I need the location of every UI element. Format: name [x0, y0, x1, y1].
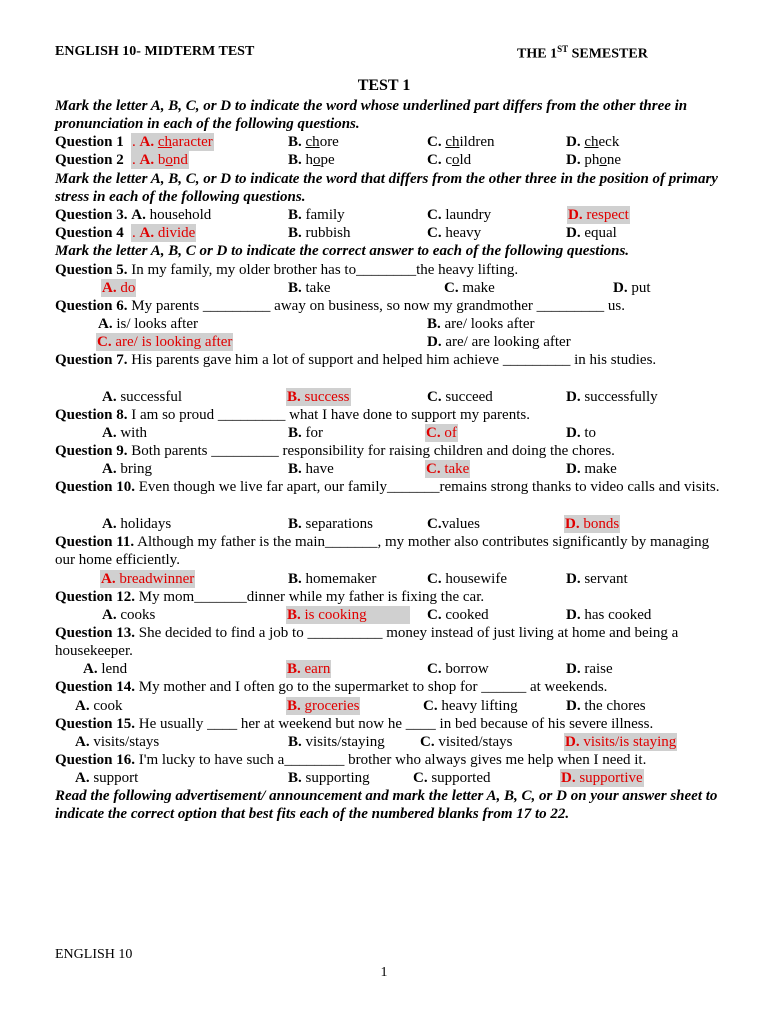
option-b-selected[interactable]: B. is cooking: [286, 606, 410, 624]
option-c[interactable]: C. make: [444, 280, 495, 296]
option-b-selected[interactable]: B. groceries: [287, 698, 360, 714]
option-c-selected[interactable]: C. of: [426, 425, 457, 441]
header-right: THE 1ST SEMESTER: [517, 44, 648, 62]
option-c[interactable]: C. succeed: [427, 389, 493, 405]
option-c[interactable]: C. supported: [413, 770, 491, 786]
question-stem: Question 5. In my family, my older brother has to________the heavy lifting.: [55, 262, 519, 278]
header-left: ENGLISH 10- MIDTERM TEST: [55, 44, 255, 59]
question-line: Question 3. A. household: [55, 207, 212, 223]
option-b[interactable]: B. chore: [288, 134, 339, 150]
question-label: Question 1: [55, 134, 124, 150]
instruction-reading: Read the following advertisement/ announcement and mark the letter A, B, C, or D on your answer sheet to indicate the correct option that best fits each of the numbered blanks from 17 to 22.: [55, 788, 718, 822]
option-a-selected[interactable]: A. do: [102, 280, 136, 296]
option-d[interactable]: D. phone: [566, 152, 622, 168]
option-a[interactable]: A. lend: [83, 661, 128, 677]
option-c[interactable]: C. laundry: [427, 207, 492, 223]
question-stem: Question 11. Although my father is the main_______, my mother also contributes significantly by managing our home efficiently.: [55, 534, 710, 568]
option-a[interactable]: A. cook: [75, 698, 123, 714]
option-c[interactable]: C. children: [427, 134, 495, 150]
instruction-stress: Mark the letter A, B, C, or D to indicate the word that differs from the other three in the position of primary stress in each of the following questions.: [55, 171, 718, 205]
option-c[interactable]: C. cooked: [427, 607, 489, 623]
option-a[interactable]: A. bring: [102, 461, 153, 477]
option-a[interactable]: A. with: [102, 425, 148, 441]
option-d[interactable]: D. raise: [566, 661, 613, 677]
option-b[interactable]: B. have: [288, 461, 334, 477]
option-d[interactable]: D. put: [613, 280, 651, 296]
question-stem: Question 14. My mother and I often go to the supermarket to shop for ______ at weekends.: [55, 679, 608, 695]
page-title: TEST 1: [357, 77, 411, 94]
question-label: Question 4: [55, 225, 124, 241]
option-b[interactable]: B. for: [288, 425, 324, 441]
option-c[interactable]: C.values: [427, 516, 480, 532]
option-c[interactable]: C. housewife: [427, 571, 507, 587]
option-d[interactable]: D. make: [566, 461, 617, 477]
question-stem: Question 15. He usually ____ her at weekend but now he ____ in bed because of his severe illness.: [55, 716, 654, 732]
option-c[interactable]: C. heavy lifting: [423, 698, 518, 714]
option-b[interactable]: B. are/ looks after: [427, 316, 535, 332]
option-b[interactable]: B. hope: [288, 152, 335, 168]
question-stem: Question 7. His parents gave him a lot of support and helped him achieve _________ in his studies.: [55, 352, 657, 368]
question-stem: Question 13. She decided to find a job to __________ money instead of just living at home and being a housekeeper.: [55, 625, 679, 659]
option-d[interactable]: D. the chores: [566, 698, 646, 714]
option-a-selected[interactable]: . A. character: [132, 134, 213, 150]
option-d[interactable]: D. are/ are looking after: [427, 334, 571, 350]
option-a[interactable]: A. visits/stays: [75, 734, 160, 750]
option-b-selected[interactable]: B. earn: [287, 661, 331, 677]
option-d-selected[interactable]: D. visits/is staying: [565, 734, 677, 750]
question-stem: Question 8. I am so proud _________ what I have done to support my parents.: [55, 407, 530, 423]
option-a-selected[interactable]: A. breadwinner: [101, 571, 195, 587]
option-c[interactable]: C. visited/stays: [420, 734, 513, 750]
footer-text: ENGLISH 10: [55, 947, 133, 962]
option-a-selected[interactable]: . A. bond: [132, 152, 188, 168]
option-b[interactable]: B. supporting: [288, 770, 370, 786]
option-c-selected[interactable]: C. take: [426, 461, 470, 477]
question-stem: Question 16. I'm lucky to have such a________ brother who always gives me help when I need it.: [55, 752, 647, 768]
question-stem: Question 10. Even though we live far apart, our family_______remains strong thanks to video calls and visits.: [55, 479, 720, 495]
option-a-selected[interactable]: . A. divide: [132, 225, 196, 241]
option-b[interactable]: B. homemaker: [288, 571, 377, 587]
option-b[interactable]: B. family: [288, 207, 345, 223]
page-number: 1: [380, 965, 388, 980]
instruction-correct-answer: Mark the letter A, B, C or D to indicate the correct answer to each of the following questions.: [55, 243, 630, 259]
question-label: Question 2: [55, 152, 124, 168]
option-d-selected[interactable]: D. bonds: [565, 516, 620, 532]
question-stem: Question 6. My parents _________ away on business, so now my grandmother _________ us.: [55, 298, 625, 314]
option-d[interactable]: D. has cooked: [566, 607, 652, 623]
option-b[interactable]: B. separations: [288, 516, 373, 532]
option-c-selected[interactable]: C. are/ is looking after: [97, 334, 233, 350]
option-d[interactable]: D. equal: [566, 225, 617, 241]
instruction-pronunciation: Mark the letter A, B, C, or D to indicate the word whose underlined part differs from the other three in pronunciation in each of the following questions.: [55, 98, 688, 132]
option-b-selected[interactable]: B. success: [287, 389, 350, 405]
option-a[interactable]: A. support: [75, 770, 139, 786]
option-c[interactable]: C. borrow: [427, 661, 489, 677]
option-d[interactable]: D. servant: [566, 571, 628, 587]
option-c[interactable]: C. heavy: [427, 225, 482, 241]
option-a[interactable]: A. is/ looks after: [98, 316, 198, 332]
question-stem: Question 12. My mom_______dinner while my father is fixing the car.: [55, 589, 485, 605]
option-d[interactable]: D. successfully: [566, 389, 658, 405]
option-a[interactable]: A. holidays: [102, 516, 172, 532]
option-d[interactable]: D. check: [566, 134, 620, 150]
option-b[interactable]: B. visits/staying: [288, 734, 385, 750]
question-stem: Question 9. Both parents _________ responsibility for raising children and doing the chores.: [55, 443, 615, 459]
option-d[interactable]: D. to: [566, 425, 597, 441]
option-d-selected[interactable]: D. respect: [568, 207, 629, 223]
option-a[interactable]: A. successful: [102, 389, 182, 405]
option-d-selected[interactable]: D. supportive: [561, 770, 643, 786]
option-a[interactable]: A. cooks: [102, 607, 156, 623]
option-b[interactable]: B. take: [288, 280, 331, 296]
option-c[interactable]: C. cold: [427, 152, 472, 168]
option-b[interactable]: B. rubbish: [288, 225, 351, 241]
